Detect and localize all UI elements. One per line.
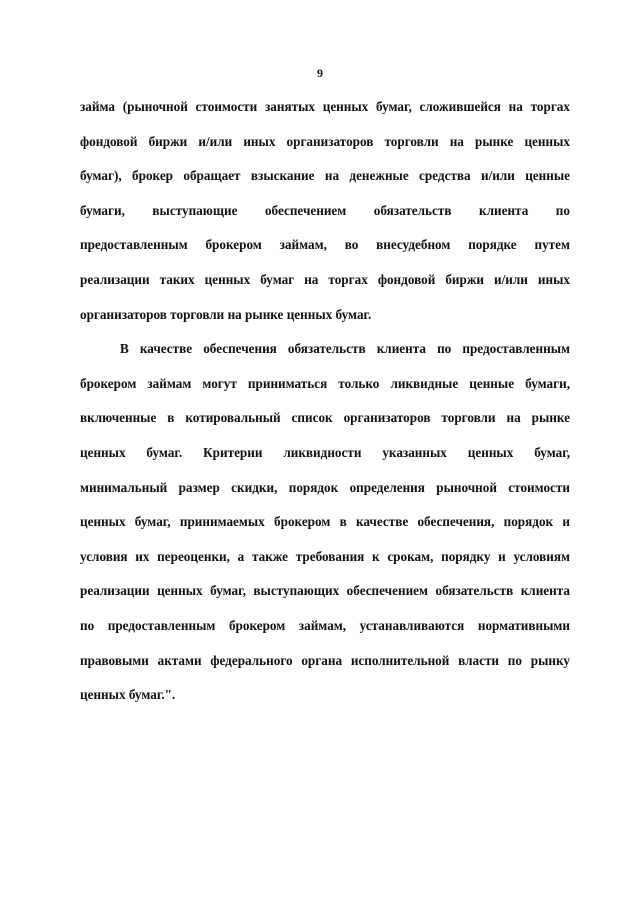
text-line <box>80 332 570 367</box>
text-line <box>80 194 570 229</box>
text-line-content: минимальный размер скидки, порядок определения рыночной стоимости <box>80 479 570 495</box>
page-number: 9 <box>317 66 323 80</box>
text-line-content: ценных бумаг, принимаемых брокером в качестве обеспечения, порядок и <box>80 514 570 530</box>
text-line-content: правовыми актами федерального органа исполнительной власти по рынку <box>80 652 570 668</box>
text-line-content: В качестве обеспечения обязательств клиента по предоставленным <box>120 341 570 357</box>
text-line-content: реализации таких ценных бумаг на торгах фондовой биржи и/или иных <box>80 271 570 287</box>
text-line-content: займа (рыночной стоимости занятых ценных бумаг, сложившейся на торгах <box>80 99 570 114</box>
text-line <box>80 90 570 125</box>
text-line-content: предоставленным брокером займам, во внесудебном порядке путем <box>80 237 570 253</box>
paragraph-2 <box>80 332 570 713</box>
text-line-content: фондовой биржи и/или иных организаторов торговли на рынке ценных <box>80 133 570 149</box>
text-line-content: бумаг), брокер обращает взыскание на денежные средства и/или ценные <box>80 168 570 184</box>
text-line-content: бумаги, выступающие обеспечением обязательств клиента по <box>80 202 570 218</box>
document-body <box>80 90 570 713</box>
text-line <box>80 401 570 436</box>
text-line-content: по предоставленным брокером займам, устанавливаются нормативными <box>80 617 570 633</box>
text-line <box>80 125 570 160</box>
text-line-content: ценных бумаг. Критерии ликвидности указанных ценных бумаг, <box>80 444 570 460</box>
text-line-content: брокером займам могут приниматься только ликвидные ценные бумаги, <box>80 375 570 391</box>
text-line <box>80 505 570 540</box>
text-line-content: условия их переоценки, а также требования к срокам, порядку и условиям <box>80 548 570 564</box>
text-line <box>80 436 570 471</box>
text-line <box>80 644 570 679</box>
text-line-content: реализации ценных бумаг, выступающих обеспечением обязательств клиента <box>80 583 570 599</box>
text-line <box>80 228 570 263</box>
text-line <box>80 609 570 644</box>
paragraph-1 <box>80 90 570 332</box>
text-line <box>80 367 570 402</box>
text-line <box>80 574 570 609</box>
text-line: организаторов торговли на рынке ценных бумаг. <box>80 306 372 322</box>
text-line <box>80 471 570 506</box>
text-line <box>80 263 570 298</box>
text-line: ценных бумаг.". <box>80 687 176 703</box>
text-line-content: включенные в котировальный список организаторов торговли на рынке <box>80 410 570 426</box>
text-line <box>80 159 570 194</box>
text-line <box>80 540 570 575</box>
